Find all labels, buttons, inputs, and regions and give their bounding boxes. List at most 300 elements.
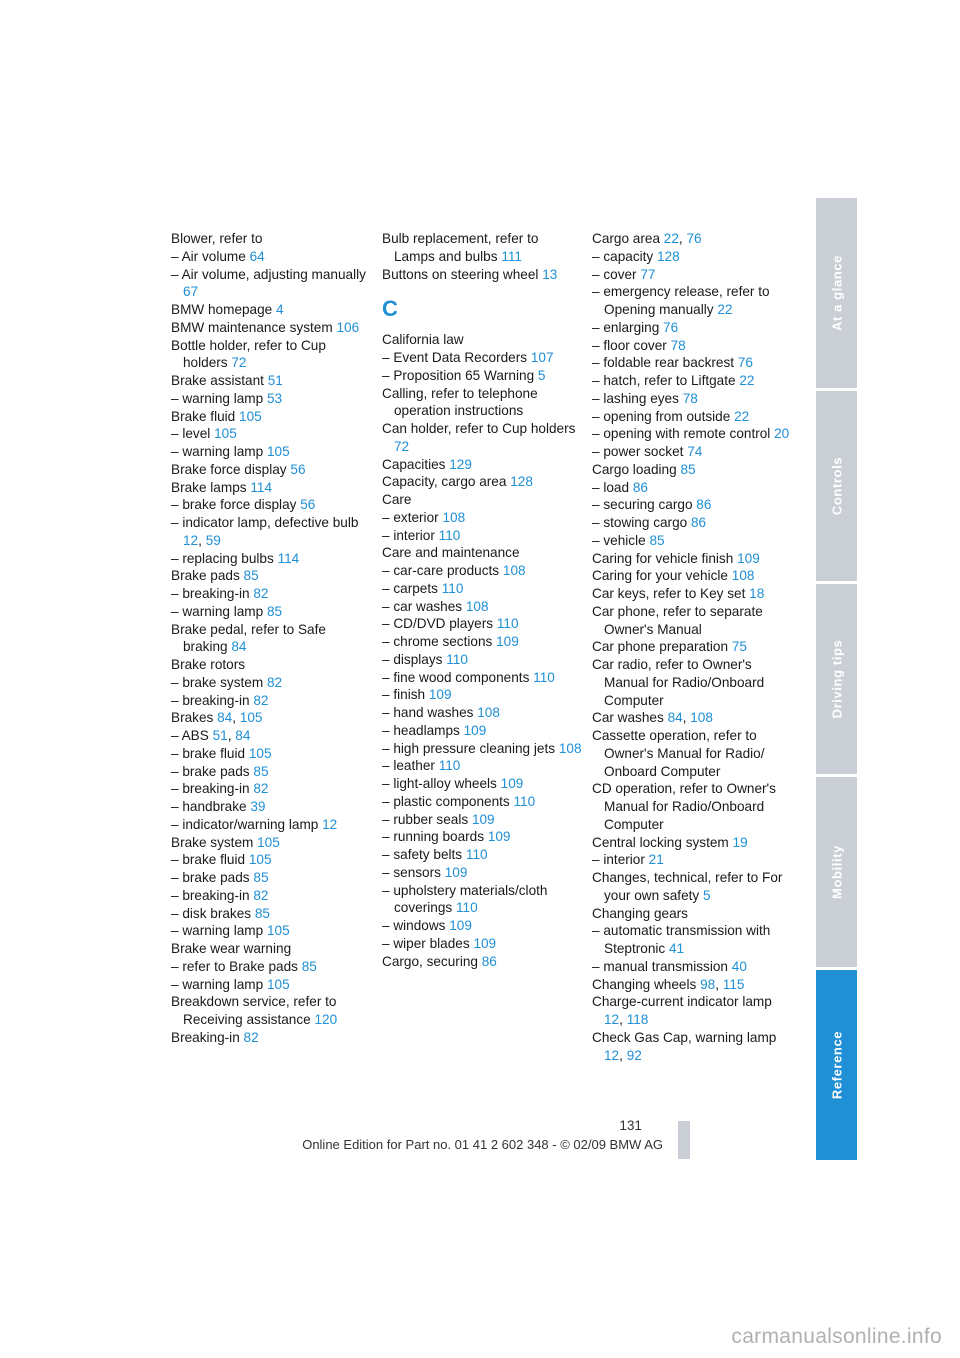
- index-entry: [592, 479, 792, 497]
- index-entry: [382, 544, 582, 562]
- index-entry-text: – emergency release, refer to Opening manually: [592, 284, 770, 317]
- index-entry: [592, 372, 792, 390]
- page-link[interactable]: 108: [558, 740, 582, 756]
- index-entry: [171, 940, 371, 958]
- index-entry: [382, 722, 582, 740]
- page-link[interactable]: 108: [502, 563, 526, 578]
- index-entry: [171, 550, 371, 568]
- page-link[interactable]: 12: [322, 816, 338, 832]
- page-link[interactable]: 56: [300, 497, 316, 513]
- index-entry: [171, 692, 371, 710]
- index-entry-text: – securing cargo: [592, 497, 693, 513]
- index-entry: [592, 638, 792, 656]
- index-entry: [592, 603, 792, 639]
- page-link[interactable]: 105: [239, 408, 262, 424]
- page-link[interactable]: 110: [496, 616, 519, 632]
- index-entry: [382, 669, 582, 687]
- index-entry-text: – upholstery materials/cloth coverings: [382, 882, 548, 916]
- page-link[interactable]: 129: [449, 456, 472, 472]
- index-entry-text: Brake pedal, refer to Safe braking: [171, 621, 326, 655]
- index-entry: [382, 331, 582, 349]
- page-link[interactable]: 105: [214, 426, 237, 442]
- index-entry-text: – vehicle: [592, 532, 646, 548]
- index-entry: [382, 420, 582, 456]
- page-link[interactable]: 78: [682, 390, 698, 406]
- index-entry-text: Car keys, refer to Key set: [592, 586, 746, 601]
- index-entry: [592, 319, 792, 337]
- index-entry-text: Cassette operation, refer to Owner's Manual for Radio/ Onboard Computer: [592, 728, 765, 779]
- index-entry: [592, 922, 792, 958]
- index-entry-text: – Air volume: [171, 248, 246, 264]
- page-link[interactable]: 84: [231, 639, 247, 655]
- index-entry: – indicator lamp, defective bulb 12, 59: [171, 515, 359, 548]
- index-entry: [171, 479, 371, 497]
- page-link[interactable]: 82: [253, 887, 269, 903]
- index-entry-text: – brake pads: [171, 870, 250, 885]
- index-entry: Check Gas Cap, warning lamp 12, 92: [592, 1029, 777, 1063]
- index-entry: [592, 514, 792, 532]
- index-entry: [592, 958, 792, 976]
- page-link[interactable]: 13: [542, 266, 558, 282]
- page-link[interactable]: 108: [690, 710, 713, 726]
- index-entry-text: Check Gas Cap, warning lamp: [592, 1029, 777, 1045]
- index-entry: [171, 816, 371, 834]
- index-entry: [592, 656, 792, 709]
- index-entry-text: – wiper blades: [382, 935, 470, 951]
- index-entry: [382, 953, 582, 971]
- index-entry-text: Brake lamps: [171, 479, 247, 495]
- page-link[interactable]: 41: [669, 941, 685, 956]
- index-entry-text: – car washes: [382, 598, 463, 614]
- page-link[interactable]: 86: [481, 953, 497, 969]
- index-entry-text: Breakdown service, refer to Receiving assistance: [171, 994, 337, 1027]
- index-entry: [382, 775, 582, 793]
- index-entry-text: Blower, refer to: [171, 231, 263, 246]
- index-entry: [171, 443, 371, 461]
- index-entry: [382, 828, 582, 846]
- index-entry: [171, 585, 371, 603]
- page-link[interactable]: 5: [702, 887, 711, 903]
- index-entry-text: Brake rotors: [171, 657, 246, 672]
- index-entry: [382, 473, 582, 491]
- index-entry-text: – carpets: [382, 580, 438, 596]
- index-entry: [592, 248, 792, 266]
- index-entry-text: Changing gears: [592, 905, 688, 921]
- index-column-1: [171, 230, 371, 1047]
- page-link[interactable]: 82: [253, 692, 269, 708]
- index-entry-text: Changes, technical, refer to For your own safety: [592, 870, 783, 903]
- index-entry-text: Car radio, refer to Owner's Manual for Radio/Onboard Computer: [592, 657, 765, 708]
- index-entry-text: – enlarging: [592, 319, 660, 335]
- page-link[interactable]: 82: [253, 586, 269, 601]
- index-entry: [171, 976, 371, 994]
- index-entry-text: – car-care products: [382, 563, 500, 578]
- index-entry: Brakes 84, 105: [171, 710, 263, 726]
- index-entry: [592, 550, 792, 568]
- index-entry: [382, 527, 582, 545]
- section-tab-mobility[interactable]: [816, 777, 857, 967]
- index-entry: [382, 935, 582, 953]
- page-link[interactable]: 64: [249, 248, 265, 264]
- index-entry-text: – fine wood components: [382, 669, 530, 685]
- page-number: 131: [619, 1118, 642, 1133]
- index-entry-text: – refer to Brake pads: [171, 958, 298, 974]
- page-link[interactable]: 105: [239, 710, 263, 726]
- index-entry-text: – CD/DVD players: [382, 616, 494, 632]
- index-entry: [171, 603, 371, 621]
- page-link[interactable]: 110: [465, 847, 488, 862]
- index-entry-text: Brake force display: [171, 461, 287, 477]
- page-link[interactable]: 5: [537, 367, 546, 383]
- page-link[interactable]: 85: [301, 958, 317, 974]
- page-link[interactable]: 120: [314, 1012, 338, 1027]
- index-entry: [592, 834, 792, 852]
- page-link[interactable]: 105: [257, 834, 280, 850]
- index-entry: [171, 869, 371, 887]
- page-link[interactable]: 86: [696, 497, 712, 513]
- index-entry: [382, 686, 582, 704]
- index-entry-text: – warning lamp: [171, 976, 264, 992]
- page-link[interactable]: 86: [632, 479, 648, 495]
- index-entry-text: – opening with remote control: [592, 426, 771, 442]
- index-entry-text: Brake pads: [171, 568, 240, 584]
- index-entry: [171, 372, 371, 390]
- page-link[interactable]: 109: [471, 811, 495, 827]
- page-link[interactable]: 128: [510, 474, 533, 490]
- section-tab-at-a-glance[interactable]: [816, 198, 857, 388]
- index-entry-text: – lashing eyes: [592, 390, 679, 406]
- page-link[interactable]: 110: [441, 580, 464, 596]
- index-entry: [171, 656, 371, 674]
- page-link[interactable]: 51: [267, 373, 283, 388]
- index-entry: [592, 851, 792, 869]
- page-link[interactable]: 22: [663, 231, 679, 246]
- page-link[interactable]: 51: [212, 728, 228, 743]
- index-entry: Car washes 84, 108: [592, 710, 713, 726]
- page-link[interactable]: 109: [473, 935, 497, 951]
- index-entry-text: Cargo, securing: [382, 953, 478, 969]
- page-link[interactable]: 75: [731, 639, 747, 655]
- index-entry-text: – warning lamp: [171, 390, 264, 406]
- index-entry: [382, 266, 582, 284]
- section-tab-label: Controls: [829, 456, 844, 516]
- index-entry: [171, 461, 371, 479]
- page-link[interactable]: 110: [533, 669, 555, 685]
- page-link[interactable]: 111: [501, 248, 522, 264]
- index-entry-text: – brake force display: [171, 497, 297, 513]
- index-entry-text: – headlamps: [382, 722, 460, 738]
- page-link[interactable]: 110: [446, 651, 468, 667]
- index-entry-text: – Proposition 65 Warning: [382, 367, 535, 383]
- index-entry-text: Buttons on steering wheel: [382, 266, 539, 282]
- index-entry-text: – exterior: [382, 509, 439, 525]
- index-entry-text: Care: [382, 492, 412, 507]
- page-link[interactable]: 84: [235, 728, 251, 743]
- page-link[interactable]: 107: [530, 350, 554, 365]
- index-entry-text: – running boards: [382, 829, 485, 845]
- index-entry-text: – plastic components: [382, 793, 510, 809]
- page-link[interactable]: 22: [717, 302, 733, 317]
- index-entry-text: – high pressure cleaning jets: [382, 740, 556, 756]
- index-entry-text: – interior: [592, 852, 645, 868]
- page-link[interactable]: 85: [253, 763, 269, 779]
- page-link[interactable]: 105: [266, 923, 290, 939]
- index-entry-text: Brake fluid: [171, 408, 236, 424]
- index-entry: [171, 887, 371, 905]
- edition-footer: Online Edition for Part no. 01 41 2 602 348 - © 02/09 BMW AG: [302, 1137, 663, 1152]
- index-entry: [592, 408, 792, 426]
- page-link[interactable]: 59: [205, 532, 221, 548]
- page-link[interactable]: 12: [183, 532, 199, 548]
- page-link[interactable]: 109: [737, 550, 760, 566]
- page-link[interactable]: 108: [477, 705, 500, 720]
- index-entry-text: – hatch, refer to Liftgate: [592, 373, 736, 388]
- index-entry-text: California law: [382, 332, 464, 348]
- index-entry: Charge-current indicator lamp 12, 118: [592, 994, 772, 1027]
- index-entry: [171, 1029, 371, 1047]
- index-entry: [382, 385, 582, 421]
- page-link[interactable]: 114: [277, 550, 300, 566]
- page-link[interactable]: 4: [276, 302, 284, 317]
- page-link[interactable]: 105: [266, 444, 290, 459]
- index-entry: [592, 266, 792, 284]
- page-link[interactable]: 53: [266, 390, 283, 406]
- index-entry: [171, 425, 371, 443]
- index-entry-text: – rubber seals: [382, 811, 469, 827]
- index-entry: [592, 354, 792, 372]
- page-link[interactable]: 109: [496, 634, 519, 649]
- index-entry-text: – floor cover: [592, 337, 667, 353]
- index-entry-text: – finish: [382, 687, 426, 703]
- page-link[interactable]: 110: [455, 900, 478, 916]
- index-entry-text: – stowing cargo: [592, 515, 688, 530]
- index-entry-text: Car washes: [592, 710, 664, 726]
- index-entry: [382, 651, 582, 669]
- page-link[interactable]: 114: [250, 479, 273, 495]
- index-entry-text: – brake system: [171, 674, 264, 690]
- index-entry-text: – disk brakes: [171, 905, 252, 921]
- page-link[interactable]: 85: [680, 461, 696, 477]
- index-entry: [171, 905, 371, 923]
- index-entry-text: Car phone preparation: [592, 639, 729, 655]
- index-entry-text: – brake fluid: [171, 745, 246, 761]
- index-entry: [171, 390, 371, 408]
- index-entry-text: – indicator/warning lamp: [171, 816, 319, 832]
- page-link[interactable]: 76: [663, 319, 679, 335]
- index-entry: [171, 266, 371, 302]
- index-entry-text: – brake fluid: [171, 852, 246, 868]
- index-entry-text: BMW maintenance system: [171, 319, 333, 335]
- index-entry: [592, 780, 792, 833]
- page-link[interactable]: 78: [670, 337, 686, 353]
- index-entry: [382, 864, 582, 882]
- index-entry-text: Bottle holder, refer to Cup holders: [171, 337, 326, 371]
- index-entry: [171, 567, 371, 585]
- page-link[interactable]: 19: [732, 834, 748, 850]
- index-entry: [171, 230, 371, 248]
- page-link[interactable]: 12: [604, 1012, 620, 1027]
- page-link[interactable]: 56: [290, 461, 306, 477]
- index-entry-text: – brake pads: [171, 763, 250, 779]
- page-link[interactable]: 85: [243, 568, 259, 584]
- page-link[interactable]: 85: [253, 870, 269, 885]
- section-tab-reference[interactable]: [816, 970, 857, 1160]
- index-entry: [382, 509, 582, 527]
- page-link[interactable]: 82: [266, 674, 283, 690]
- index-entry: [171, 780, 371, 798]
- page-link[interactable]: 115: [722, 976, 745, 992]
- page-link[interactable]: 22: [734, 408, 750, 424]
- index-entry-text: – warning lamp: [171, 923, 264, 939]
- page-link[interactable]: 40: [731, 958, 747, 974]
- index-entry-text: – breaking-in: [171, 781, 250, 797]
- index-entry-text: BMW homepage: [171, 302, 273, 317]
- index-entry-text: Caring for vehicle finish: [592, 550, 734, 566]
- index-entry-text: Brakes: [171, 710, 214, 726]
- section-tabs: [816, 198, 857, 1160]
- page-link[interactable]: 76: [737, 355, 753, 371]
- page-link[interactable]: 72: [394, 438, 410, 454]
- page-link[interactable]: 110: [438, 758, 461, 774]
- index-entry: [171, 248, 371, 266]
- index-entry: [382, 811, 582, 829]
- section-tab-controls[interactable]: [816, 391, 857, 581]
- page-link[interactable]: 85: [254, 905, 270, 921]
- index-entry: [592, 727, 792, 780]
- index-entry-text: Brake assistant: [171, 373, 264, 388]
- page-link[interactable]: 109: [500, 776, 524, 791]
- index-entry: [382, 598, 582, 616]
- index-entry-text: Car phone, refer to separate Owner's Manual: [592, 603, 763, 637]
- index-entry-text: – indicator lamp, defective bulb: [171, 515, 359, 530]
- page-link[interactable]: 110: [513, 793, 536, 809]
- index-entry: [592, 337, 792, 355]
- index-entry-text: – load: [592, 479, 630, 495]
- section-tab-label: Reference: [829, 1030, 844, 1100]
- page-link[interactable]: 105: [248, 745, 272, 761]
- index-entry: [592, 905, 792, 923]
- index-entry-text: Charge-current indicator lamp: [592, 994, 772, 1010]
- section-tab-driving-tips[interactable]: [816, 584, 857, 774]
- index-entry: Changing wheels 98, 115: [592, 976, 745, 992]
- page-link[interactable]: 109: [444, 864, 468, 880]
- page-link[interactable]: 18: [749, 586, 765, 601]
- index-entry-text: – Event Data Recorders: [382, 350, 528, 365]
- page-link[interactable]: 84: [667, 710, 683, 726]
- index-entry-text: – warning lamp: [171, 603, 264, 619]
- page-link[interactable]: 109: [449, 918, 472, 933]
- page-link[interactable]: 76: [686, 231, 702, 246]
- index-entry-text: – windows: [382, 918, 446, 933]
- page-link[interactable]: 110: [438, 527, 461, 543]
- index-entry-text: – leather: [382, 758, 435, 774]
- index-entry: [592, 283, 792, 319]
- index-entry-text: Calling, refer to telephone operation instructions: [382, 385, 538, 419]
- page-link[interactable]: 109: [463, 722, 487, 738]
- index-entry: [382, 757, 582, 775]
- index-entry-text: – warning lamp: [171, 444, 264, 459]
- page-link[interactable]: 77: [640, 266, 656, 282]
- page-link[interactable]: 108: [731, 568, 755, 584]
- index-entry-text: – hand washes: [382, 705, 474, 720]
- index-entry-text: Brake system: [171, 834, 254, 850]
- index-column-3: [592, 230, 792, 1064]
- page-link[interactable]: 21: [648, 852, 664, 868]
- index-entry: [382, 456, 582, 474]
- page-link[interactable]: 82: [253, 781, 269, 797]
- index-entry: [382, 882, 582, 918]
- page-link[interactable]: 109: [428, 687, 452, 703]
- page-link[interactable]: 72: [231, 355, 247, 371]
- index-entry-text: Cargo loading: [592, 461, 677, 477]
- page-link[interactable]: 92: [626, 1047, 642, 1063]
- index-entry-text: – light-alloy wheels: [382, 776, 497, 791]
- page-link[interactable]: 85: [266, 603, 283, 619]
- index-entry-text: Capacities: [382, 456, 446, 472]
- index-column-2: [382, 230, 582, 970]
- index-entry-text: – chrome sections: [382, 634, 493, 649]
- page-link[interactable]: 98: [700, 976, 716, 992]
- page-link[interactable]: 85: [649, 532, 665, 548]
- page-link[interactable]: 86: [691, 515, 707, 530]
- index-entry-text: – Air volume, adjusting manually: [171, 266, 366, 282]
- index-entry-text: – breaking-in: [171, 692, 250, 708]
- index-entry-text: Cargo area: [592, 231, 661, 246]
- index-entry: [171, 834, 371, 852]
- index-entry: [382, 633, 582, 651]
- index-entry: [171, 674, 371, 692]
- page-link[interactable]: 82: [243, 1029, 259, 1045]
- page-link[interactable]: 84: [217, 710, 233, 726]
- index-entry-text: Can holder, refer to Cup holders: [382, 421, 576, 436]
- index-entry: [382, 562, 582, 580]
- index-entry: [171, 621, 371, 657]
- page-link[interactable]: 128: [657, 248, 680, 264]
- page-link[interactable]: 108: [465, 598, 489, 614]
- page-link[interactable]: 105: [266, 976, 290, 992]
- index-entry: [382, 740, 582, 758]
- index-entry: Cargo area 22, 76: [592, 231, 702, 246]
- index-entry: [171, 851, 371, 869]
- index-entry: [592, 496, 792, 514]
- page-link[interactable]: 118: [626, 1012, 649, 1027]
- index-entry-text: – automatic transmission with Steptronic: [592, 923, 771, 956]
- page-link[interactable]: 74: [687, 444, 703, 459]
- index-entry-text: Breaking-in: [171, 1029, 240, 1045]
- index-entry: [171, 408, 371, 426]
- page-link[interactable]: 20: [774, 426, 790, 442]
- page-link[interactable]: 109: [487, 829, 511, 845]
- index-entry: [382, 917, 582, 935]
- index-entry: [592, 585, 792, 603]
- page-link[interactable]: 67: [183, 284, 199, 300]
- page-link[interactable]: 22: [739, 373, 755, 388]
- index-entry-text: – foldable rear backrest: [592, 355, 735, 371]
- page-link[interactable]: 105: [248, 852, 272, 868]
- page-link[interactable]: 12: [604, 1047, 620, 1063]
- index-entry-text: – safety belts: [382, 847, 463, 862]
- footer-bar: [678, 1121, 690, 1159]
- page-link[interactable]: 106: [336, 319, 360, 335]
- index-entry: [382, 580, 582, 598]
- index-entry-text: – interior: [382, 527, 435, 543]
- index-entry: [592, 869, 792, 905]
- page-link[interactable]: 108: [442, 509, 466, 525]
- index-entry-text: – breaking-in: [171, 887, 250, 903]
- index-entry: [592, 567, 792, 585]
- page-link[interactable]: 39: [250, 799, 266, 814]
- section-tab-label: Mobility: [829, 845, 844, 899]
